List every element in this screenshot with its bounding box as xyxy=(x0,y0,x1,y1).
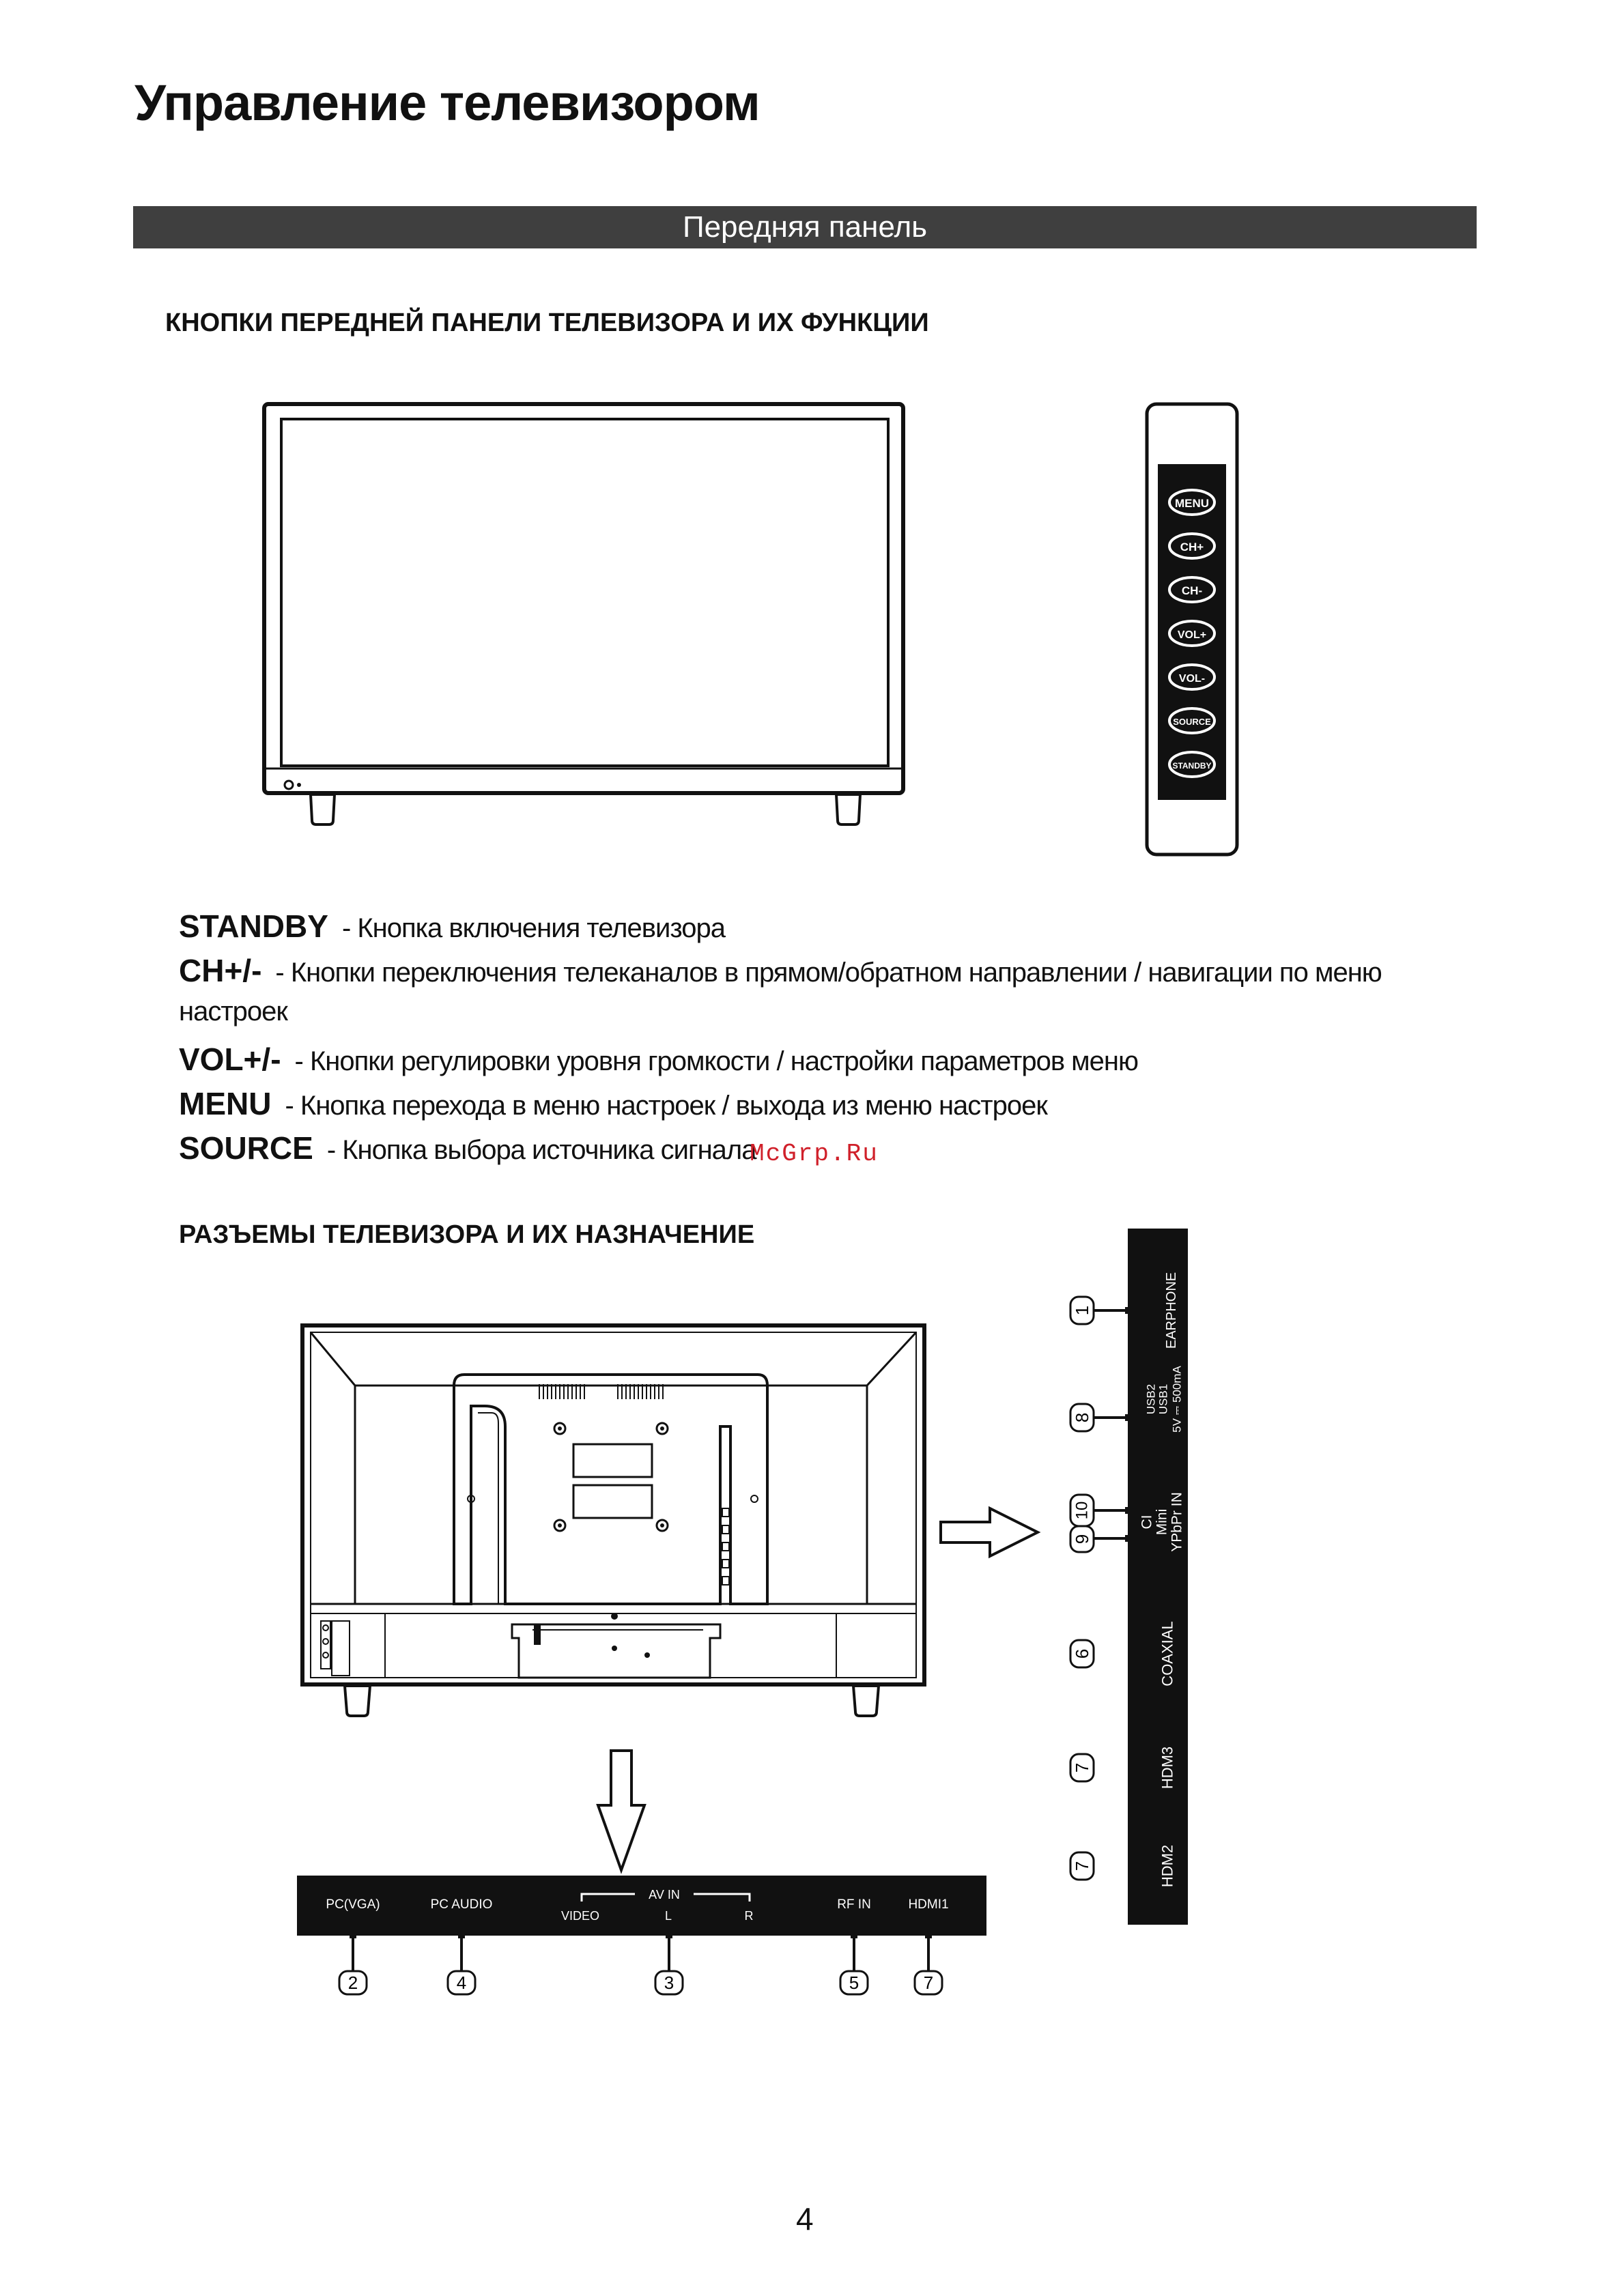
svg-text:8: 8 xyxy=(1072,1412,1092,1423)
ch-minus-button[interactable] xyxy=(1169,577,1214,602)
svg-text:HDM3: HDM3 xyxy=(1159,1746,1176,1790)
side-button-set xyxy=(0,0,1620,887)
desc-ch xyxy=(179,952,1382,989)
rear-stand-right xyxy=(853,1686,879,1716)
desc-text: - Кнопки регулировки уровня громкости / настройки параметров меню xyxy=(294,1046,1139,1076)
desc-key: SOURCE xyxy=(179,1130,313,1166)
svg-text:USB1: USB1 xyxy=(1156,1383,1170,1415)
num-pc-audio: 4 xyxy=(456,1972,467,1993)
label-audio-r: R xyxy=(744,1909,754,1923)
svg-text:6: 6 xyxy=(1072,1648,1092,1659)
section-bar: Передняя панель xyxy=(133,206,1477,248)
svg-text:STANDBY: STANDBY xyxy=(1172,761,1212,771)
label-av-in: AV IN xyxy=(649,1888,680,1902)
connector-earphone xyxy=(1070,1272,1179,1349)
svg-text:9: 9 xyxy=(1072,1534,1092,1545)
desc-text: - Кнопка включения телевизора xyxy=(341,913,725,943)
desc-source xyxy=(179,1130,756,1166)
page-title: Управление телевизором xyxy=(134,74,760,131)
svg-text:HDM2: HDM2 xyxy=(1159,1844,1176,1888)
num-rf-in: 5 xyxy=(849,1972,859,1993)
desc-key: MENU xyxy=(179,1086,272,1121)
svg-text:7: 7 xyxy=(1072,1762,1092,1773)
watermark: McGrp.Ru xyxy=(750,1140,879,1168)
side-connector-labels xyxy=(1051,1229,1202,1925)
source-button[interactable] xyxy=(1169,708,1214,733)
svg-text:SOURCE: SOURCE xyxy=(1173,717,1211,727)
arrow-right-icon xyxy=(941,1508,1038,1556)
svg-text:CH+: CH+ xyxy=(1180,541,1204,554)
svg-text:YPbPr IN: YPbPr IN xyxy=(1169,1492,1185,1552)
desc-text: - Кнопки переключения телеканалов в прямом/обратном направлении / навигации по меню xyxy=(275,958,1382,988)
svg-text:10: 10 xyxy=(1072,1501,1092,1520)
connectors-heading: РАЗЪЕМЫ ТЕЛЕВИЗОРА И ИХ НАЗНАЧЕНИЕ xyxy=(179,1220,755,1249)
vol-minus-button[interactable] xyxy=(1169,665,1214,689)
ch-plus-button[interactable] xyxy=(1169,534,1214,558)
svg-text:MENU: MENU xyxy=(1174,497,1210,510)
label-rf-in: RF IN xyxy=(837,1897,871,1912)
desc-text: - Кнопка перехода в меню настроек / выхода из меню настроек xyxy=(285,1091,1047,1121)
front-panel-heading: КНОПКИ ПЕРЕДНЕЙ ПАНЕЛИ ТЕЛЕВИЗОРА И ИХ ФУНКЦИИ xyxy=(165,308,929,337)
label-video: VIDEO xyxy=(560,1909,600,1923)
desc-ch-continued xyxy=(179,996,287,1027)
label-hdmi1: HDMI1 xyxy=(908,1897,949,1912)
connector-usb xyxy=(1070,1366,1184,1433)
vol-plus-button[interactable] xyxy=(1169,621,1214,646)
connector-ci xyxy=(1070,1495,1155,1530)
svg-text:CI: CI xyxy=(1139,1515,1155,1530)
svg-text:5V ⎓ 500mA: 5V ⎓ 500mA xyxy=(1170,1366,1184,1433)
standby-button[interactable] xyxy=(1169,752,1214,777)
menu-button[interactable] xyxy=(1169,490,1214,515)
bottom-connector-labels xyxy=(0,1870,1620,2007)
svg-text:VOL-: VOL- xyxy=(1178,673,1206,685)
desc-standby xyxy=(179,908,725,945)
label-pc-audio: PC AUDIO xyxy=(430,1897,493,1912)
connector-coaxial xyxy=(1070,1621,1176,1686)
arrow-down-icon xyxy=(598,1751,644,1870)
svg-text:EARPHONE: EARPHONE xyxy=(1164,1272,1179,1349)
svg-text:COAXIAL: COAXIAL xyxy=(1159,1621,1176,1687)
num-av-in: 3 xyxy=(664,1972,674,1993)
desc-key: CH+/- xyxy=(179,953,262,988)
label-pc-vga: PC(VGA) xyxy=(326,1897,380,1912)
desc-text: - Кнопка выбора источника сигнала xyxy=(326,1135,756,1165)
svg-text:CH-: CH- xyxy=(1181,584,1203,597)
page-number: 4 xyxy=(796,2201,814,2237)
tv-rear-frame xyxy=(302,1325,924,1684)
desc-vol xyxy=(179,1041,1138,1078)
svg-text:7: 7 xyxy=(1072,1861,1092,1871)
svg-text:VOL+: VOL+ xyxy=(1177,629,1207,641)
num-hdmi1: 7 xyxy=(923,1972,934,1993)
svg-text:USB2: USB2 xyxy=(1144,1383,1158,1415)
desc-menu xyxy=(179,1085,1047,1122)
desc-text: настроек xyxy=(179,996,287,1027)
connector-hdmi3 xyxy=(1070,1747,1176,1789)
rear-stand-left xyxy=(345,1686,370,1716)
svg-text:Mini: Mini xyxy=(1154,1508,1170,1536)
desc-key: VOL+/- xyxy=(179,1042,281,1077)
label-audio-l: L xyxy=(664,1909,672,1923)
svg-text:1: 1 xyxy=(1072,1305,1092,1316)
num-pc-vga: 2 xyxy=(347,1972,358,1993)
desc-key: STANDBY xyxy=(179,908,328,944)
